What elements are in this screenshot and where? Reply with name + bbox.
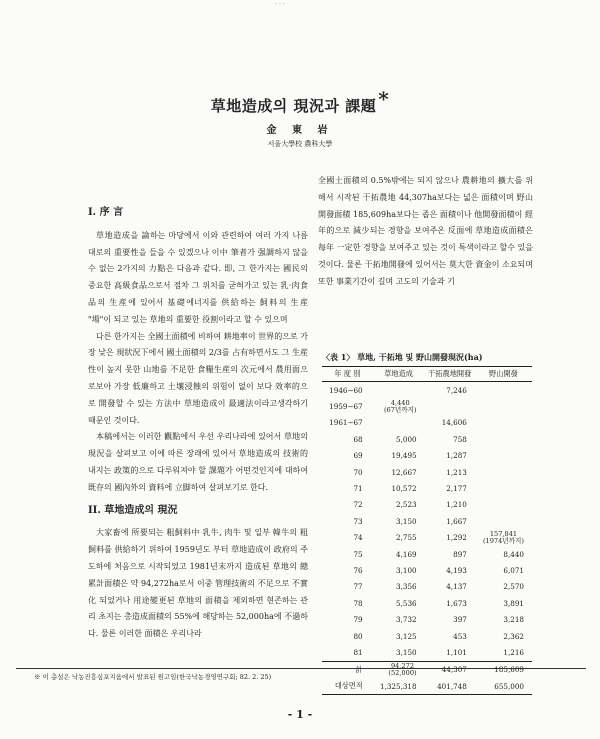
cell-reclaimed: 1,101 <box>446 647 467 657</box>
cell-grassland: 3,732 <box>396 615 417 625</box>
cell-sum-reclaimed: 44,307 <box>425 661 475 678</box>
table-sum-row <box>322 661 532 678</box>
table-row <box>322 398 532 414</box>
table-row <box>322 480 532 496</box>
cell-year: 74 <box>353 533 363 543</box>
col-header-grassland: 草地造成 <box>373 367 425 382</box>
cell-reclaimed: 397 <box>453 615 467 625</box>
table-target-row <box>322 678 532 695</box>
col-header-mountain: 野山開發 <box>475 367 532 382</box>
cell-mountain <box>475 464 532 480</box>
paragraph-2: 다른 한가지는 全國土面積에 비하여 耕地率이 世界的으로 가장 낮은 現狀況下에서 國土面積의 2/3를 占有하면서도 그 生産性이 높지 못한 山地를 不足한 食糧生産의 次元에서 農用面으로보아 가장 低廉하고 土壤浸蝕의 위험이 없이 보다 效率的으로 開發할 수 있는 方法中 草地造成이 最適法이라고생각하기 때문인 것이다. <box>88 331 308 425</box>
cell-reclaimed: 1,210 <box>446 500 467 510</box>
cell-target-reclaimed: 401,748 <box>425 678 475 695</box>
cell-sum-grassland-value: 94,272 <box>390 661 415 670</box>
cell-mountain <box>475 480 532 496</box>
cell-reclaimed: 758 <box>453 434 467 444</box>
cell-year: 78 <box>353 598 363 608</box>
table-row <box>322 464 532 480</box>
table-container <box>322 366 532 695</box>
cell-mountain <box>475 530 532 546</box>
table-row <box>322 611 532 627</box>
cell-year: 80 <box>353 631 363 641</box>
cell-grassland: 3,100 <box>396 565 417 575</box>
cell-year: 1946∼60 <box>329 385 363 395</box>
cell-mountain: 2,362 <box>503 631 524 641</box>
page-number: - 1 - <box>287 708 313 721</box>
cell-target-label: 대상면적 <box>322 678 373 695</box>
cell-reclaimed <box>425 398 475 414</box>
cell-grassland-stacked <box>384 400 417 414</box>
cell-grassland <box>373 415 425 431</box>
cell-target-grassland: 1,325,318 <box>373 678 425 695</box>
cell-reclaimed: 4,137 <box>446 582 467 592</box>
section-heading-2: II. 草地造成의 現況 <box>88 504 178 516</box>
cell-mountain <box>475 398 532 414</box>
affiliation: 서울大學校 農科大學 <box>267 140 333 148</box>
table-row <box>322 530 532 546</box>
cell-year: 75 <box>353 549 363 559</box>
cell-reclaimed: 897 <box>453 549 467 559</box>
cell-mountain <box>475 497 532 513</box>
cell-grassland: 3,356 <box>396 582 417 592</box>
cell-year: 68 <box>353 434 363 444</box>
table-row <box>322 415 532 431</box>
cell-year: 69 <box>353 451 363 461</box>
col-header-year: 年 度 別 <box>322 367 373 382</box>
cell-grassland: 4,169 <box>396 549 417 559</box>
cell-reclaimed: 2,177 <box>446 484 467 494</box>
cell-mountain: 8,440 <box>503 549 524 559</box>
cell-grassland <box>373 382 425 399</box>
cell-grassland: 10,572 <box>391 484 417 494</box>
cell-grassland-value: 4,440 <box>390 398 410 407</box>
cell-grassland: 12,667 <box>391 467 417 477</box>
col-header-reclaimed: 干拓農地開發 <box>425 367 475 382</box>
footnote: ※ 이 총설은 낙농진흥심포지움에서 발표된 원고임(한국낙농경영연구회; 82. 2. 25) <box>34 673 272 681</box>
table-row <box>322 382 532 399</box>
cell-year: 70 <box>353 467 363 477</box>
cell-mountain <box>475 513 532 529</box>
cell-year: 72 <box>353 500 363 510</box>
table-row <box>322 644 532 661</box>
header-mark: - - - <box>275 0 285 7</box>
paper-title <box>0 87 600 116</box>
cell-mountain <box>475 415 532 431</box>
cell-reclaimed: 1,667 <box>446 516 467 526</box>
cell-year: 77 <box>353 582 363 592</box>
cell-sum-mountain: 185,609 <box>475 661 532 678</box>
table-row <box>322 579 532 595</box>
cell-reclaimed: 1,673 <box>446 598 467 608</box>
table-row <box>322 448 532 464</box>
paragraph-3: 本稿에서는 이러한 觀點에서 우선 우리나라에 있어서 草地의 現況을 살펴보고 이에 따른 장래에 있어서 草地造成의 技術的내지는 政策的으로 다루워져야 할 課題가 어떤것인지에 대하여 既存의 國內外의 資料에 立脚하여 살펴보기로 한다. <box>88 432 308 492</box>
cell-reclaimed: 4,193 <box>446 565 467 575</box>
cell-year: 79 <box>353 615 363 625</box>
cell-reclaimed: 14,606 <box>441 418 467 428</box>
paragraph-5: 全國土面積의 0.5%밖에는 되지 않으나 農耕地의 擴大를 위해서 시작된 干拓農地 44,307ha보다는 넓은 面積이며 野山開發面積 185,609ha보다는 좁은 面積이나 他開發面積이 經年的으로 減少되는 경향을 보여주온 反面에 草地造成面積은 每年 一定한 경향을 보여주고 있는 것이 특색이라고 할수 있을것이다. 물론 干拓地開發에 있어서는 莫大한 資金이 소요되며 또한 事業기간이 길며 고도의 기술과 기 <box>318 176 533 286</box>
table-row <box>322 628 532 644</box>
table-header-row <box>322 367 532 382</box>
cell-sum-label: 計 <box>322 661 373 678</box>
cell-year: 76 <box>353 565 363 575</box>
table-row <box>322 562 532 578</box>
cell-sum-grassland <box>373 661 425 678</box>
cell-reclaimed: 1,213 <box>446 467 467 477</box>
cell-mountain-value: 157,841 <box>489 529 518 538</box>
cell-grassland: 19,495 <box>391 451 417 461</box>
table-row <box>322 431 532 447</box>
table-row <box>322 546 532 562</box>
author: 金 東 岩 <box>266 125 334 136</box>
cell-grassland: 3,150 <box>396 647 417 657</box>
left-column <box>88 197 308 643</box>
cell-year: 71 <box>353 484 363 494</box>
cell-year: 1959∼67 <box>329 402 363 412</box>
title-text: 草地造成의 現況과 課題 <box>210 97 377 115</box>
cell-year: 73 <box>353 516 363 526</box>
cell-grassland: 5,536 <box>396 598 417 608</box>
cell-grassland <box>373 398 425 414</box>
cell-mountain: 3,218 <box>503 615 524 625</box>
cell-mountain: 1,216 <box>503 647 524 657</box>
cell-grassland: 5,000 <box>396 434 417 444</box>
cell-reclaimed: 1,287 <box>446 451 467 461</box>
right-column <box>318 173 533 291</box>
footnote-divider <box>16 668 586 669</box>
paragraph-1: 草地造成을 論하는 마당에서 이와 관련하여 여러 가지 나름대로의 重要性을 들을 수 있겠으나 이中 筆者가 强調하지 않을 수 없는 2가지의 力點은 다음과 같다. 即, 그 한가지는 國民의 중요한 高級食品으로서 점차 그 위치를 굳혀가고 있는 乳·肉食品의 生産에 있어서 基礎에너지를 供給하는 飼料의 生産 "場"이 되고 있는 草地의 重要한 役割이라고 할 수 있으며 <box>88 230 308 324</box>
cell-grassland: 2,755 <box>396 533 417 543</box>
cell-grassland: 3,150 <box>396 516 417 526</box>
cell-reclaimed: 7,246 <box>446 385 467 395</box>
paragraph-4: 大家畜에 所要되는 粗飼料中 乳牛, 肉牛 및 일부 韓牛의 粗飼料를 供給하기 위하여 1959년도 부터 草地造成이 政府의 주도하에 처음으로 시작되었고 1981년末까지 造成된 草地의 總 累計面積은 약 94,272ha로서 이중 管理技術의 不足으로 不實化 되었거나 用途變更된 草地의 面積을 제외하면 현존하는 관리 초지는 총造成面積의 55%에 해당하는 52,000ha에 不過하다. 물론 이러한 面積은 우리나라 <box>88 528 308 639</box>
table-row <box>322 595 532 611</box>
cell-mountain: 3,891 <box>503 598 524 608</box>
cell-sum-grassland-note: (52,000) <box>388 668 417 677</box>
table-row <box>322 497 532 513</box>
section-heading-1: I. 序 言 <box>88 207 124 218</box>
table-caption: 〈表 1〉 草地, 干拓地 및 野山開發現況(ha) <box>322 352 483 362</box>
cell-mountain-note: (1974년까지) <box>482 536 524 545</box>
cell-reclaimed: 1,292 <box>446 533 467 543</box>
cell-year: 81 <box>353 647 363 657</box>
cell-mountain: 6,071 <box>503 565 524 575</box>
title-footnote-mark: * <box>378 87 390 111</box>
data-table <box>322 366 532 695</box>
cell-sum-grassland-stacked <box>388 663 416 677</box>
cell-mountain <box>475 448 532 464</box>
cell-year: 1961∼67 <box>329 418 363 428</box>
cell-grassland: 3,125 <box>396 631 417 641</box>
cell-mountain <box>475 382 532 399</box>
cell-mountain <box>475 431 532 447</box>
cell-grassland: 2,523 <box>396 500 417 510</box>
cell-reclaimed: 453 <box>453 631 467 641</box>
cell-target-mountain: 655,000 <box>475 678 532 695</box>
cell-mountain-stacked <box>483 531 524 545</box>
table-row <box>322 513 532 529</box>
cell-mountain: 2,570 <box>503 582 524 592</box>
cell-grassland-note: (67년까지) <box>383 405 417 414</box>
